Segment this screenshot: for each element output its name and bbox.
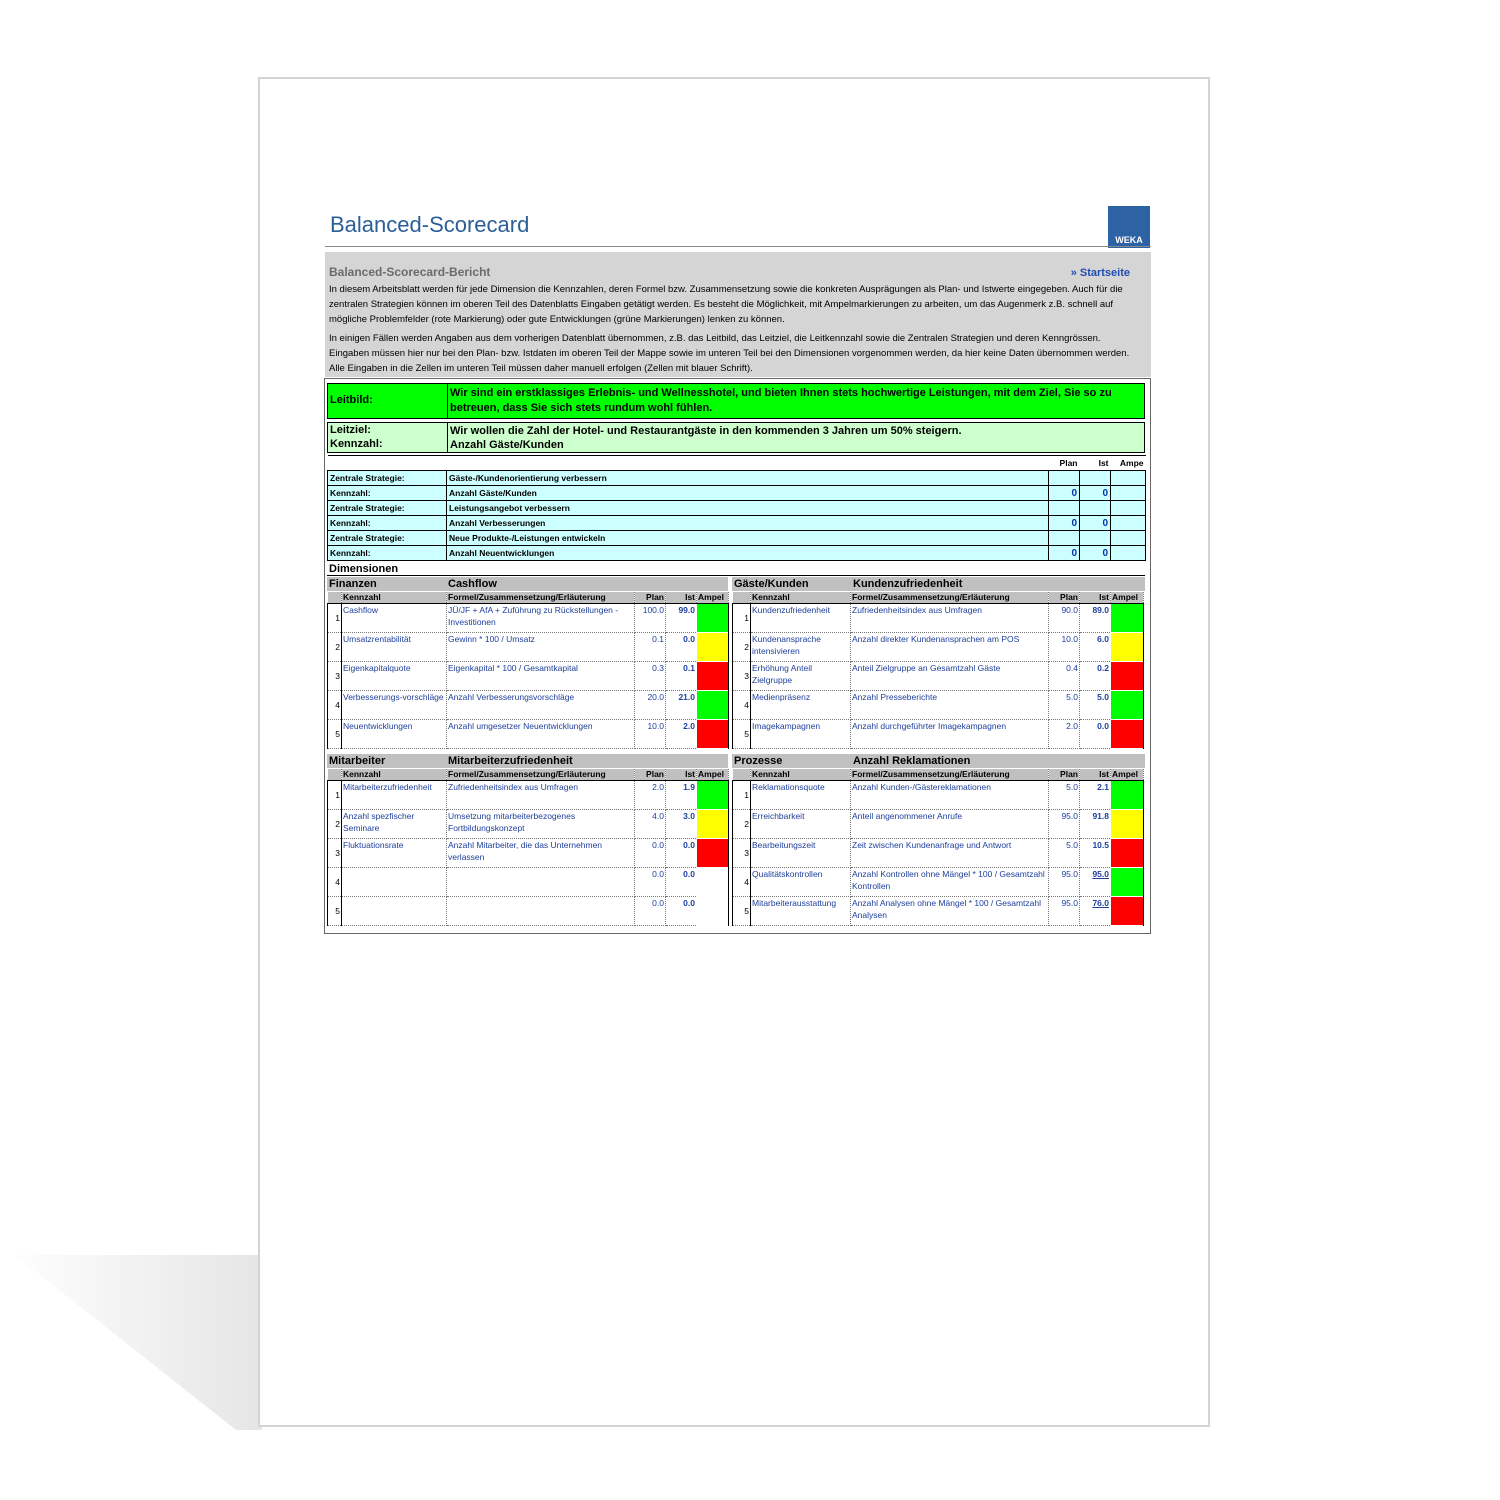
formel-cell[interactable]: Anzahl durchgeführter Imagekampagnen <box>851 720 1049 749</box>
ampel-indicator <box>1111 810 1144 839</box>
plan-cell[interactable]: 0.0 <box>635 868 666 897</box>
title-divider <box>325 246 1151 247</box>
formel-cell[interactable]: Anzahl Kunden-/Gästereklamationen <box>851 781 1049 810</box>
dimension-lead: Anzahl Reklamationen <box>853 755 971 767</box>
row-number: 2 <box>328 633 342 662</box>
formel-cell[interactable] <box>447 868 635 897</box>
leitziel-text: Wir wollen die Zahl der Hotel- und Restaurantgäste in den kommenden 3 Jahren um 50% steigern. <box>450 425 962 437</box>
dimension-name: Gäste/Kunden <box>734 578 809 590</box>
kennzahl-cell[interactable]: Kundenansprache intensivieren <box>751 633 851 662</box>
row-number: 3 <box>328 662 342 691</box>
kennzahl-cell[interactable]: Mitarbeiterausstattung <box>751 897 851 926</box>
formel-cell[interactable]: Gewinn * 100 / Umsatz <box>447 633 635 662</box>
strategy-row: Kennzahl: Anzahl Gäste/Kunden 0 0 <box>328 486 1146 501</box>
formel-cell[interactable]: Anzahl umgesetzer Neuentwicklungen <box>447 720 635 749</box>
ist-cell: 89.0 <box>1080 604 1111 633</box>
kennzahl-cell[interactable]: Neuentwicklungen <box>342 720 447 749</box>
leitziel-label: Leitziel: <box>330 424 371 436</box>
prozesse-table: Kennzahl Formel/Zusammensetzung/Erläuterung Plan Ist Ampel 1 Reklamationsquote Anzahl Kunden-/Gästereklamationen 5.0 2.1 2 Erreichbarkeit Anteil angenommener Anrufe 95.0 91.8 3 Bearbeitungszeit Zeit zwischen Kundenanfrage und Antwort 5.0 10.5 4 Qualitätskontrollen Anzahl Kontrollen ohne Mängel * 100 / Gesamtzahl Kontrollen 95.0 95.0 5 Mitarbeiterausstattung Anzahl Analysen ohne Mängel * 100 / Gesamtzahl Analysen 95.0 76.0 <box>732 769 1144 926</box>
ampel-indicator <box>1111 604 1144 633</box>
formel-cell[interactable]: JÜ/JF + AfA + Zuführung zu Rückstellungen - Investitionen <box>447 604 635 633</box>
ampel-indicator <box>697 691 729 720</box>
formel-cell[interactable] <box>447 897 635 926</box>
ampel-indicator <box>1111 691 1144 720</box>
document-title: Balanced-Scorecard <box>330 212 530 237</box>
kennzahl-cell[interactable]: Verbesserungs-vorschläge <box>342 691 447 720</box>
kennzahl-cell[interactable]: Cashflow <box>342 604 447 633</box>
kennzahl-cell[interactable]: Qualitätskontrollen <box>751 868 851 897</box>
row-number: 5 <box>733 720 751 749</box>
row-number: 1 <box>733 781 751 810</box>
formel-cell[interactable]: Anzahl direkter Kundenansprachen am POS <box>851 633 1049 662</box>
ist-cell: 6.0 <box>1080 633 1111 662</box>
ist-cell: 5.0 <box>1080 691 1111 720</box>
plan-cell[interactable]: 95.0 <box>1049 868 1080 897</box>
plan-cell[interactable]: 10.0 <box>1049 633 1080 662</box>
plan-cell[interactable]: 0.4 <box>1049 662 1080 691</box>
row-number: 2 <box>733 810 751 839</box>
row-number: 1 <box>328 604 342 633</box>
kennzahl-row <box>328 633 729 662</box>
kennzahl-row <box>328 720 729 749</box>
plan-cell[interactable]: 2.0 <box>635 781 666 810</box>
ampel-indicator <box>697 720 729 749</box>
dimension-name: Finanzen <box>329 578 377 590</box>
row-number: 5 <box>328 720 342 749</box>
kennzahl-row <box>733 868 1144 897</box>
dimension-lead: Mitarbeiterzufriedenheit <box>448 755 573 767</box>
ist-cell: 0.0 <box>666 633 697 662</box>
ist-cell: 0.2 <box>1080 662 1111 691</box>
row-number: 2 <box>733 633 751 662</box>
plan-cell[interactable]: 0.0 <box>635 839 666 868</box>
ist-cell: 99.0 <box>666 604 697 633</box>
ist-cell: 0.0 <box>666 868 697 897</box>
kennzahl-cell[interactable]: Erhöhung Anteil Zielgruppe <box>751 662 851 691</box>
ist-cell: 21.0 <box>666 691 697 720</box>
formel-cell[interactable]: Anzahl Mitarbeiter, die das Unternehmen verlassen <box>447 839 635 868</box>
kennzahl-label: Kennzahl: <box>330 438 383 450</box>
ist-cell: 10.5 <box>1080 839 1111 868</box>
plan-cell[interactable]: 0.1 <box>635 633 666 662</box>
dimension-name: Prozesse <box>734 755 783 767</box>
ist-cell: 2.0 <box>666 720 697 749</box>
formel-cell[interactable]: Anzahl Kontrollen ohne Mängel * 100 / Gesamtzahl Kontrollen <box>851 868 1049 897</box>
plan-cell[interactable]: 0.3 <box>635 662 666 691</box>
ampel-indicator <box>1111 868 1144 897</box>
ist-cell: 0.0 <box>1080 720 1111 749</box>
row-number: 4 <box>328 691 342 720</box>
leitziel-box <box>327 422 1145 453</box>
plan-cell[interactable]: 2.0 <box>1049 720 1080 749</box>
kennzahl-row <box>733 691 1144 720</box>
kennzahl-row <box>733 781 1144 810</box>
ist-cell: 76.0 <box>1080 897 1111 926</box>
formel-cell[interactable]: Zeit zwischen Kundenanfrage und Antwort <box>851 839 1049 868</box>
ist-cell: 0.0 <box>666 897 697 926</box>
header-ampel: Ampe <box>1111 456 1146 471</box>
kennzahl-row <box>733 897 1144 926</box>
row-number: 3 <box>328 839 342 868</box>
ampel-indicator <box>1111 781 1144 810</box>
dimension-lead: Kundenzufriedenheit <box>853 578 963 590</box>
kennzahl-row <box>328 868 729 897</box>
formel-cell[interactable]: Anzahl Analysen ohne Mängel * 100 / Gesamtzahl Analysen <box>851 897 1049 926</box>
ampel-indicator <box>697 839 729 868</box>
startseite-link[interactable]: » Startseite <box>1070 267 1130 279</box>
ampel-indicator <box>697 604 729 633</box>
ist-cell: 3.0 <box>666 810 697 839</box>
kennzahl-cell[interactable]: Eigenkapitalquote <box>342 662 447 691</box>
leitbild-label: Leitbild: <box>330 394 373 406</box>
kennzahl-cell[interactable]: Kundenzufriedenheit <box>751 604 851 633</box>
kennzahl-row <box>733 604 1144 633</box>
kennzahl-row <box>733 720 1144 749</box>
formel-cell[interactable]: Anteil Zielgruppe an Gesamtzahl Gäste <box>851 662 1049 691</box>
kennzahl-row <box>328 839 729 868</box>
strategy-row: Zentrale Strategie: Gäste-/Kundenorientierung verbessern <box>328 471 1146 486</box>
ampel-indicator <box>697 662 729 691</box>
kennzahl-cell[interactable]: Fluktuationsrate <box>342 839 447 868</box>
plan-cell[interactable]: 95.0 <box>1049 897 1080 926</box>
strategy-row: Kennzahl: Anzahl Neuentwicklungen 0 0 <box>328 546 1146 561</box>
row-number: 3 <box>733 839 751 868</box>
kennzahl-row <box>328 810 729 839</box>
kunden-header <box>732 577 1145 591</box>
ampel-indicator <box>1111 839 1144 868</box>
row-number: 4 <box>733 868 751 897</box>
ist-cell: 0.1 <box>666 662 697 691</box>
kunden-table: Kennzahl Formel/Zusammensetzung/Erläuterung Plan Ist Ampel 1 Kundenzufriedenheit Zufriedenheitsindex aus Umfragen 90.0 89.0 2 Kundenansprache intensivieren Anzahl direkter Kundenansprachen am POS 10.0 6.0 3 Erhöhung Anteil Zielgruppe Anteil Zielgruppe an Gesamtzahl Gäste 0.4 0.2 4 Medienpräsenz Anzahl Presseberichte 5.0 5.0 5 Imagekampagnen Anzahl durchgeführter Imagekampagnen 2.0 0.0 <box>732 592 1144 749</box>
formel-cell[interactable]: Anteil angenommener Anrufe <box>851 810 1049 839</box>
intro-paragraph-2: In einigen Fällen werden Angaben aus dem vorherigen Datenblatt übernommen, z.B. das Leitbild, das Leitziel, die Leitkennzahl sowie die Zentralen Strategien und deren Kenngrössen. Eingaben müssen hier nur bei den Plan- bzw. Istdaten im oberen Teil der Mappe sowie im unteren Teil bei den Dimensionen vorgenommen werden, da hier keine Daten übernommen werden. Alle Eingaben in die Zellen im unteren Teil müssen daher manuell erfolgen (Zellen mit blauer Schrift). <box>329 333 1130 374</box>
dimensions-divider <box>327 575 1145 576</box>
kennzahl-row <box>733 839 1144 868</box>
ist-cell: 1.9 <box>666 781 697 810</box>
ist-cell: 95.0 <box>1080 868 1111 897</box>
dimension-lead: Cashflow <box>448 578 497 590</box>
plan-cell[interactable]: 20.0 <box>635 691 666 720</box>
row-number: 1 <box>328 781 342 810</box>
ist-cell: 0.0 <box>666 839 697 868</box>
kennzahl-row <box>328 781 729 810</box>
kennzahl-cell[interactable]: Erreichbarkeit <box>751 810 851 839</box>
kennzahl-row <box>733 662 1144 691</box>
row-number: 5 <box>733 897 751 926</box>
formel-cell[interactable]: Anzahl Presseberichte <box>851 691 1049 720</box>
plan-cell[interactable]: 5.0 <box>1049 781 1080 810</box>
kennzahl-cell[interactable]: Bearbeitungszeit <box>751 839 851 868</box>
ampel-indicator <box>697 633 729 662</box>
header-plan: Plan <box>1049 456 1080 471</box>
row-number: 1 <box>733 604 751 633</box>
row-number: 4 <box>733 691 751 720</box>
kennzahl-row <box>328 662 729 691</box>
ampel-indicator <box>697 897 729 926</box>
intro-paragraph-1: In diesem Arbeitsblatt werden für jede Dimension die Kennzahlen, deren Formel bzw. Zusammensetzung sowie die konkreten Ausprägungen als Plan- und Istwerte eingegeben. Auch für die zentralen Strategien können im oberen Teil des Datenblatts Eingaben getätigt werden. Es besteht die Möglichkeit, mit Ampelmarkierungen zu arbeiten, um das Augenmerk z.B. schnell auf mögliche Problemfelder (rote Markierung) oder gute Entwicklungen (grüne Markierungen) lenken zu können. <box>329 284 1123 325</box>
kennzahl-cell[interactable] <box>342 868 447 897</box>
ampel-indicator <box>697 868 729 897</box>
header-ist: Ist <box>1080 456 1111 471</box>
strategy-row: Zentrale Strategie: Neue Produkte-/Leistungen entwickeln <box>328 531 1146 546</box>
plan-cell[interactable]: 0.0 <box>635 897 666 926</box>
dimensions-title: Dimensionen <box>329 563 399 575</box>
ampel-indicator <box>1111 633 1144 662</box>
row-number: 2 <box>328 810 342 839</box>
page-shadow <box>0 1255 262 1430</box>
leitbild-box <box>327 383 1145 419</box>
ampel-indicator <box>1111 662 1144 691</box>
row-number: 3 <box>733 662 751 691</box>
dimension-name: Mitarbeiter <box>329 755 386 767</box>
ampel-indicator <box>697 781 729 810</box>
plan-cell[interactable]: 10.0 <box>635 720 666 749</box>
ist-cell: 2.1 <box>1080 781 1111 810</box>
ampel-indicator <box>697 810 729 839</box>
kennzahl-cell[interactable]: Mitarbeiterzufriedenheit <box>342 781 447 810</box>
formel-cell[interactable]: Umsetzung mitarbeiterbezogenes Fortbildungskonzept <box>447 810 635 839</box>
prozesse-header <box>732 754 1145 768</box>
plan-cell[interactable]: 100.0 <box>635 604 666 633</box>
strategy-row: Zentrale Strategie: Leistungsangebot verbessern <box>328 501 1146 516</box>
plan-cell[interactable]: 4.0 <box>635 810 666 839</box>
strategy-table <box>327 455 1146 561</box>
kennzahl-row <box>328 691 729 720</box>
kennzahl-cell[interactable]: Umsatzrentabilität <box>342 633 447 662</box>
kennzahl-cell[interactable]: Imagekampagnen <box>751 720 851 749</box>
kennzahl-cell[interactable]: Anzahl spezfischer Seminare <box>342 810 447 839</box>
plan-cell[interactable]: 90.0 <box>1049 604 1080 633</box>
formel-cell[interactable]: Zufriedenheitsindex aus Umfragen <box>851 604 1049 633</box>
finanzen-table: Kennzahl Formel/Zusammensetzung/Erläuterung Plan Ist Ampel 1 Cashflow JÜ/JF + AfA + Zuführung zu Rückstellungen - Investitionen 100.0 99.0 2 Umsatzrentabilität Gewinn * 100 / Umsatz 0.1 0.0 3 Eigenkapitalquote Eigenkapital * 100 / Gesamtkapital 0.3 0.1 4 Verbesserungs-vorschläge Anzahl Verbesserungsvorschläge 20.0 21.0 5 Neuentwicklungen Anzahl umgesetzer Neuentwicklungen 10.0 2.0 <box>327 592 729 749</box>
row-number: 4 <box>328 868 342 897</box>
strategy-header <box>328 456 1146 471</box>
plan-cell[interactable]: 95.0 <box>1049 810 1080 839</box>
kennzahl-cell[interactable] <box>342 897 447 926</box>
strategy-row: Kennzahl: Anzahl Verbesserungen 0 0 <box>328 516 1146 531</box>
plan-cell[interactable]: 5.0 <box>1049 839 1080 868</box>
mitarbeiter-header <box>327 754 728 768</box>
kennzahl-row <box>733 810 1144 839</box>
formel-cell[interactable]: Zufriedenheitsindex aus Umfragen <box>447 781 635 810</box>
row-number: 5 <box>328 897 342 926</box>
kennzahl-row <box>328 897 729 926</box>
formel-cell[interactable]: Anzahl Verbesserungsvorschläge <box>447 691 635 720</box>
ampel-indicator <box>1111 897 1144 926</box>
kennzahl-cell[interactable]: Medienpräsenz <box>751 691 851 720</box>
weka-logo: WEKA <box>1108 206 1150 248</box>
report-title: Balanced-Scorecard-Bericht <box>329 265 491 279</box>
plan-cell[interactable]: 5.0 <box>1049 691 1080 720</box>
kennzahl-row <box>328 604 729 633</box>
leitziel-kennzahl: Anzahl Gäste/Kunden <box>450 439 564 451</box>
kennzahl-cell[interactable]: Reklamationsquote <box>751 781 851 810</box>
finanzen-header <box>327 577 728 591</box>
intro-panel <box>325 252 1151 377</box>
kennzahl-row <box>733 633 1144 662</box>
ist-cell: 91.8 <box>1080 810 1111 839</box>
mitarbeiter-table: Kennzahl Formel/Zusammensetzung/Erläuterung Plan Ist Ampel 1 Mitarbeiterzufriedenheit Zufriedenheitsindex aus Umfragen 2.0 1.9 2 Anzahl spezfischer Seminare Umsetzung mitarbeiterbezogenes Fortbildungskonzept 4.0 3.0 3 Fluktuationsrate Anzahl Mitarbeiter, die das Unternehmen verlassen 0.0 0.0 4 0.0 0.0 5 0.0 0.0 <box>327 769 729 926</box>
formel-cell[interactable]: Eigenkapital * 100 / Gesamtkapital <box>447 662 635 691</box>
ampel-indicator <box>1111 720 1144 749</box>
leitbild-text: Wir sind ein erstklassiges Erlebnis- und Wellnesshotel, und bieten Ihnen stets hochwertige Leistungen, mit dem Ziel, Sie so zu betreuen, dass Sie sich stets rundum wohl fühlen. <box>450 387 1112 414</box>
